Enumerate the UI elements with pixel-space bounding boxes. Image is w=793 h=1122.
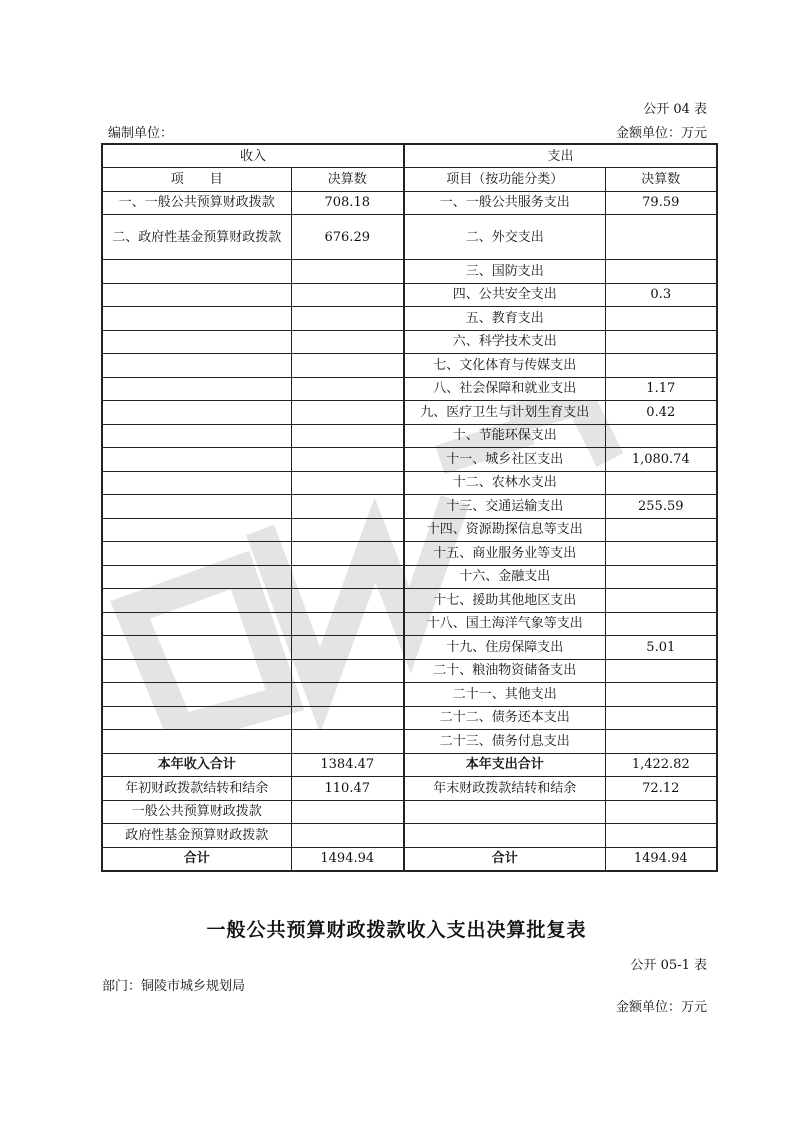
sub2-expense-amount [605, 824, 717, 848]
table-row [102, 636, 717, 660]
table-row [102, 424, 717, 448]
expense-item: 十、节能环保支出 [404, 424, 605, 448]
balance-row [102, 777, 717, 801]
table-row [102, 683, 717, 707]
sub2-expense-item [404, 824, 605, 848]
income-amount [291, 260, 404, 284]
table-row [102, 307, 717, 331]
unit-label-2: 金额单位：万元 [615, 1000, 707, 1015]
expense-amount [605, 471, 717, 495]
expense-item: 二十三、债务付息支出 [404, 730, 605, 754]
expense-amount: 0.42 [605, 401, 717, 425]
table-row [102, 706, 717, 730]
table-row [102, 542, 717, 566]
income-item [102, 659, 291, 683]
section-expense: 支出 [404, 144, 717, 168]
income-amount [291, 518, 404, 542]
expense-item: 十三、交通运输支出 [404, 495, 605, 519]
expense-item: 十一、城乡社区支出 [404, 448, 605, 472]
table-row [102, 730, 717, 754]
unit-label: 金额单位：万元 [615, 126, 707, 141]
table-row [102, 260, 717, 284]
expense-item: 八、社会保障和就业支出 [404, 377, 605, 401]
income-item [102, 730, 291, 754]
expense-amount [605, 542, 717, 566]
table-row [102, 401, 717, 425]
income-amount [291, 471, 404, 495]
income-amount [291, 612, 404, 636]
income-amount [291, 659, 404, 683]
income-amount [291, 683, 404, 707]
col-item-function: 项目（按功能分类） [404, 168, 605, 192]
income-amount [291, 401, 404, 425]
expense-amount [605, 730, 717, 754]
income-item [102, 706, 291, 730]
income-item [102, 354, 291, 378]
income-item [102, 283, 291, 307]
end-balance-amount: 72.12 [605, 777, 717, 801]
expense-amount [605, 659, 717, 683]
table-row [102, 283, 717, 307]
expense-item: 七、文化体育与传媒支出 [404, 354, 605, 378]
income-amount [291, 424, 404, 448]
income-item [102, 565, 291, 589]
expense-item: 二十一、其他支出 [404, 683, 605, 707]
expense-item: 九、医疗卫生与计划生育支出 [404, 401, 605, 425]
total-expense-amount: 1,422.82 [605, 753, 717, 777]
income-amount [291, 542, 404, 566]
end-balance-label: 年末财政拨款结转和结余 [404, 777, 605, 801]
income-item [102, 518, 291, 542]
table-row [102, 471, 717, 495]
expense-amount [605, 330, 717, 354]
table-row [102, 215, 717, 260]
expense-item: 三、国防支出 [404, 260, 605, 284]
total-row [102, 753, 717, 777]
section-header-row [102, 144, 717, 168]
expense-item: 十四、资源勘探信息等支出 [404, 518, 605, 542]
income-item [102, 495, 291, 519]
section2-title: 一般公共预算财政拨款收入支出决算批复表 [206, 919, 587, 941]
grand-total-row [102, 847, 717, 871]
income-amount [291, 730, 404, 754]
expense-amount: 1.17 [605, 377, 717, 401]
income-item [102, 471, 291, 495]
expense-item: 二十二、债务还本支出 [404, 706, 605, 730]
income-amount [291, 636, 404, 660]
table-row [102, 659, 717, 683]
begin-balance-amount: 110.47 [291, 777, 404, 801]
expense-amount: 79.59 [605, 191, 717, 215]
table-row [102, 354, 717, 378]
section-income: 收入 [102, 144, 404, 168]
compiler-label: 编制单位： [108, 126, 174, 141]
total-income-amount: 1384.47 [291, 753, 404, 777]
expense-item: 六、科学技术支出 [404, 330, 605, 354]
col-amount: 决算数 [291, 168, 404, 192]
col-item: 项 目 [102, 168, 291, 192]
table-row [102, 191, 717, 215]
sub2-label: 政府性基金预算财政拨款 [102, 824, 291, 848]
income-amount [291, 706, 404, 730]
table-row [102, 518, 717, 542]
income-amount [291, 330, 404, 354]
expense-amount [605, 260, 717, 284]
expense-amount [605, 307, 717, 331]
table-row [102, 565, 717, 589]
income-amount [291, 589, 404, 613]
sub1-amount [291, 800, 404, 824]
department-label: 部门：铜陵市城乡规划局 [102, 979, 246, 994]
income-amount [291, 377, 404, 401]
total-income-label: 本年收入合计 [102, 753, 291, 777]
expense-amount [605, 565, 717, 589]
expense-item: 二十、粮油物资储备支出 [404, 659, 605, 683]
budget-table [101, 143, 718, 872]
expense-amount [605, 518, 717, 542]
income-item [102, 401, 291, 425]
expense-item: 十六、金融支出 [404, 565, 605, 589]
grand-total-label-2: 合计 [404, 847, 605, 871]
income-amount [291, 354, 404, 378]
income-amount [291, 307, 404, 331]
expense-item: 十五、商业服务业等支出 [404, 542, 605, 566]
expense-amount: 255.59 [605, 495, 717, 519]
income-item [102, 636, 291, 660]
sub1-label: 一般公共预算财政拨款 [102, 800, 291, 824]
table-row [102, 330, 717, 354]
income-item: 二、政府性基金预算财政拨款 [102, 215, 291, 260]
sub1-expense-item [404, 800, 605, 824]
sub2-amount [291, 824, 404, 848]
expense-item: 四、公共安全支出 [404, 283, 605, 307]
expense-amount [605, 215, 717, 260]
table-row [102, 589, 717, 613]
expense-item: 五、教育支出 [404, 307, 605, 331]
income-item [102, 683, 291, 707]
income-item [102, 260, 291, 284]
table-row [102, 448, 717, 472]
income-amount [291, 565, 404, 589]
expense-amount [605, 683, 717, 707]
grand-total-amount-2: 1494.94 [605, 847, 717, 871]
expense-amount [605, 706, 717, 730]
income-amount: 676.29 [291, 215, 404, 260]
income-item [102, 589, 291, 613]
total-expense-label: 本年支出合计 [404, 753, 605, 777]
income-item [102, 377, 291, 401]
begin-balance-label: 年初财政拨款结转和结余 [102, 777, 291, 801]
expense-item: 二、外交支出 [404, 215, 605, 260]
expense-item: 十二、农林水支出 [404, 471, 605, 495]
income-amount [291, 495, 404, 519]
expense-amount [605, 424, 717, 448]
table-row [102, 377, 717, 401]
grand-total-label: 合计 [102, 847, 291, 871]
expense-amount: 1,080.74 [605, 448, 717, 472]
expense-item: 十七、援助其他地区支出 [404, 589, 605, 613]
expense-amount [605, 589, 717, 613]
income-item [102, 330, 291, 354]
column-header-row [102, 168, 717, 192]
income-amount [291, 448, 404, 472]
income-item [102, 542, 291, 566]
expense-amount [605, 354, 717, 378]
form-code-2: 公开 05-1 表 [630, 958, 707, 973]
income-amount [291, 283, 404, 307]
expense-amount: 0.3 [605, 283, 717, 307]
expense-item: 十八、国土海洋气象等支出 [404, 612, 605, 636]
income-item [102, 307, 291, 331]
sub1-expense-amount [605, 800, 717, 824]
col-amount-2: 决算数 [605, 168, 717, 192]
income-item [102, 612, 291, 636]
income-item [102, 424, 291, 448]
sub-row-2 [102, 824, 717, 848]
expense-item: 一、一般公共服务支出 [404, 191, 605, 215]
income-item: 一、一般公共预算财政拨款 [102, 191, 291, 215]
expense-amount: 5.01 [605, 636, 717, 660]
income-item [102, 448, 291, 472]
income-amount: 708.18 [291, 191, 404, 215]
expense-item: 十九、住房保障支出 [404, 636, 605, 660]
expense-amount [605, 612, 717, 636]
form-code: 公开 04 表 [643, 102, 707, 117]
table-row [102, 612, 717, 636]
sub-row-1 [102, 800, 717, 824]
table-row [102, 495, 717, 519]
grand-total-amount: 1494.94 [291, 847, 404, 871]
